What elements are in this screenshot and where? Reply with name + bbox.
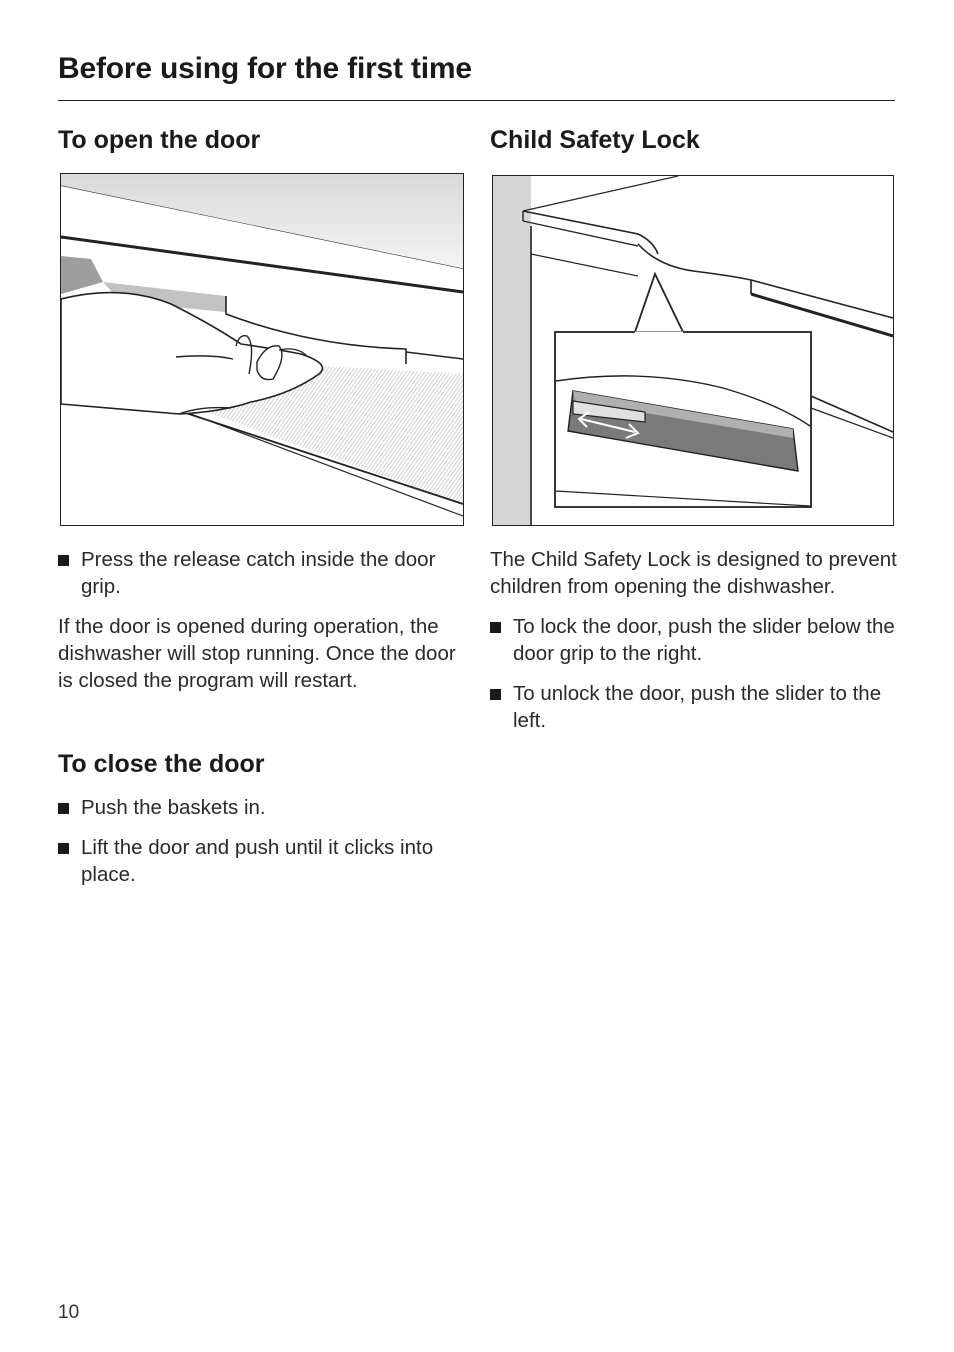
bullet-square-icon [58, 555, 69, 566]
list-item: Press the release catch inside the door grip. [58, 546, 458, 600]
list-item: Lift the door and push until it clicks into place. [58, 834, 458, 888]
child-safety-lock-bullet-list [490, 613, 900, 734]
child-safety-lock-paragraph: The Child Safety Lock is designed to prevent children from opening the dishwasher. [490, 548, 897, 598]
page-title: Before using for the first time [58, 52, 472, 85]
bullet-square-icon [490, 689, 501, 700]
list-item: To unlock the door, push the slider to the left. [490, 680, 900, 734]
page-number: 10 [58, 1302, 80, 1323]
hand-opening-door-drawing [61, 174, 463, 525]
section-heading-close-door: To close the door [58, 750, 265, 778]
list-item: Push the baskets in. [58, 794, 458, 821]
safety-lock-slider-drawing [493, 176, 893, 525]
open-door-paragraph: If the door is opened during operation, the dishwasher will stop running. Once the door is closed the program will restart. [58, 615, 456, 692]
list-item: To lock the door, push the slider below the door grip to the right. [490, 613, 900, 667]
child-safety-lock-instructions [490, 546, 900, 734]
bullet-square-icon [58, 803, 69, 814]
bullet-square-icon [58, 843, 69, 854]
title-divider [58, 100, 895, 101]
open-door-illustration [60, 173, 464, 526]
section-heading-child-safety-lock: Child Safety Lock [490, 126, 700, 154]
close-door-instructions [58, 794, 458, 888]
close-door-bullet-list [58, 794, 458, 888]
bullet-square-icon [490, 622, 501, 633]
section-heading-open-door: To open the door [58, 126, 261, 154]
child-safety-lock-illustration [492, 175, 894, 526]
open-door-bullet-list [58, 546, 458, 600]
open-door-instructions [58, 546, 458, 694]
